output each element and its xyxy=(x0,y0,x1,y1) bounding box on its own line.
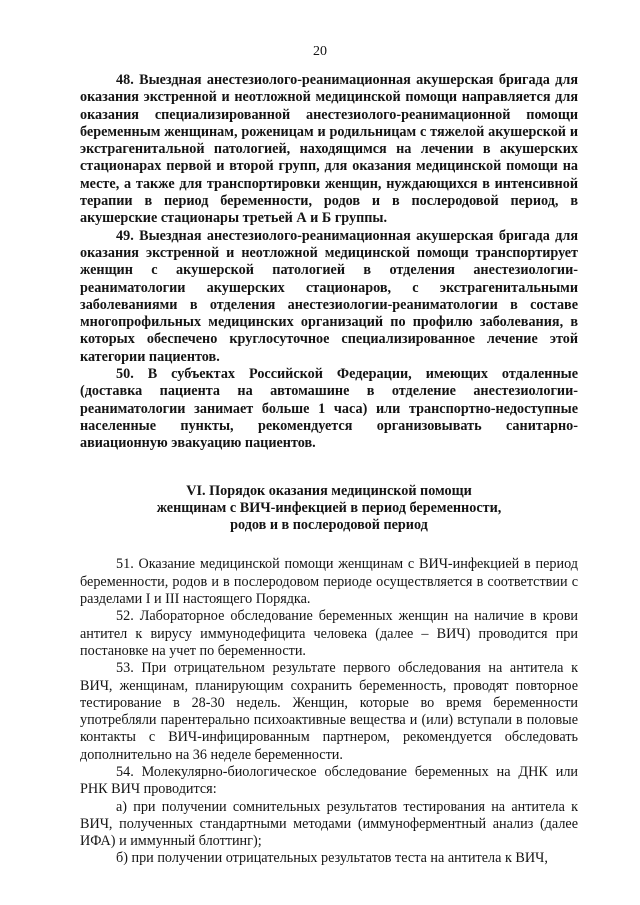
paragraph-50: 50. В субъектах Российской Федерации, имеющих отдаленные (доставка пациента на автомашине в отделение анестезиологии-реаниматологии занимает больше 1 часа) или транспортно-недоступные населенные пункты, рекомендуется организовывать санитарно-авиационную эвакуацию пациентов. xyxy=(80,366,578,452)
paragraph-53: 53. При отрицательном результате первого обследования на антитела к ВИЧ, женщинам, планирующим сохранить беременность, проводят повторное тестирование в 28-30 недель. Женщин, которые во время беременности употребляли парентерально психоактивные вещества и (или) вступали в половые контакты с ВИЧ-инфицированным партнером, рекомендуется обследовать дополнительно на 36 неделе беременности. xyxy=(80,660,578,763)
section-heading-line-1: VI. Порядок оказания медицинской помощи xyxy=(186,482,472,499)
paragraph-48: 48. Выездная анестезиолого-реанимационная акушерская бригада для оказания экстренной и неотложной медицинской помощи направляется для оказания специализированной анестезиолого-реанимационной помощи беременным женщинам, роженицам и родильницам с тяжелой акушерской и экстрагенитальной патологией, находящимся на лечении в акушерских стационарах первой и второй групп, для оказания медицинской помощи на месте, а также для транспортировки женщин, нуждающихся в интенсивной терапии в период беременности, родов и в послеродовой период, в акушерские стационары третьей А и Б группы. xyxy=(80,72,578,227)
section-heading-line-3: родов и в послеродовой период xyxy=(230,517,428,534)
paragraph-52: 52. Лабораторное обследование беременных женщин на наличие в крови антител к вирусу иммунодефицита человека (далее – ВИЧ) проводится при постановке на учет по беременности. xyxy=(80,608,578,659)
section-heading-line-2: женщинам с ВИЧ-инфекцией в период беременности, xyxy=(156,499,502,516)
paragraph-54: 54. Молекулярно-биологическое обследование беременных на ДНК или РНК ВИЧ проводится: xyxy=(80,763,578,798)
paragraph-54-a: а) при получении сомнительных результатов тестирования на антитела к ВИЧ, полученных стандартными методами (иммуноферментный анализ (далее ИФА) и иммунный блоттинг); xyxy=(80,798,578,850)
page-number: 20 xyxy=(313,44,327,59)
section-heading xyxy=(80,483,578,535)
document-body xyxy=(80,72,578,868)
paragraph-51: 51. Оказание медицинской помощи женщинам с ВИЧ-инфекцией в период беременности, родов и в послеродовом периоде осуществляется в соответствии с разделами I и III настоящего Порядка. xyxy=(80,556,578,608)
paragraph-49: 49. Выездная анестезиолого-реанимационная акушерская бригада для оказания экстренной и неотложной медицинской помощи транспортирует женщин с акушерской патологией в отделения анестезиологии-реаниматологии акушерских стационаров, с экстрагенитальными заболеваниями в отделения анестезиологии-реаниматологии в составе многопрофильных медицинских организаций по профилю заболевания, в которых обеспечено круглосуточное специализированное лечение этой категории пациентов. xyxy=(80,227,578,365)
paragraph-54-b: б) при получении отрицательных результатов теста на антитела к ВИЧ, xyxy=(116,850,548,867)
